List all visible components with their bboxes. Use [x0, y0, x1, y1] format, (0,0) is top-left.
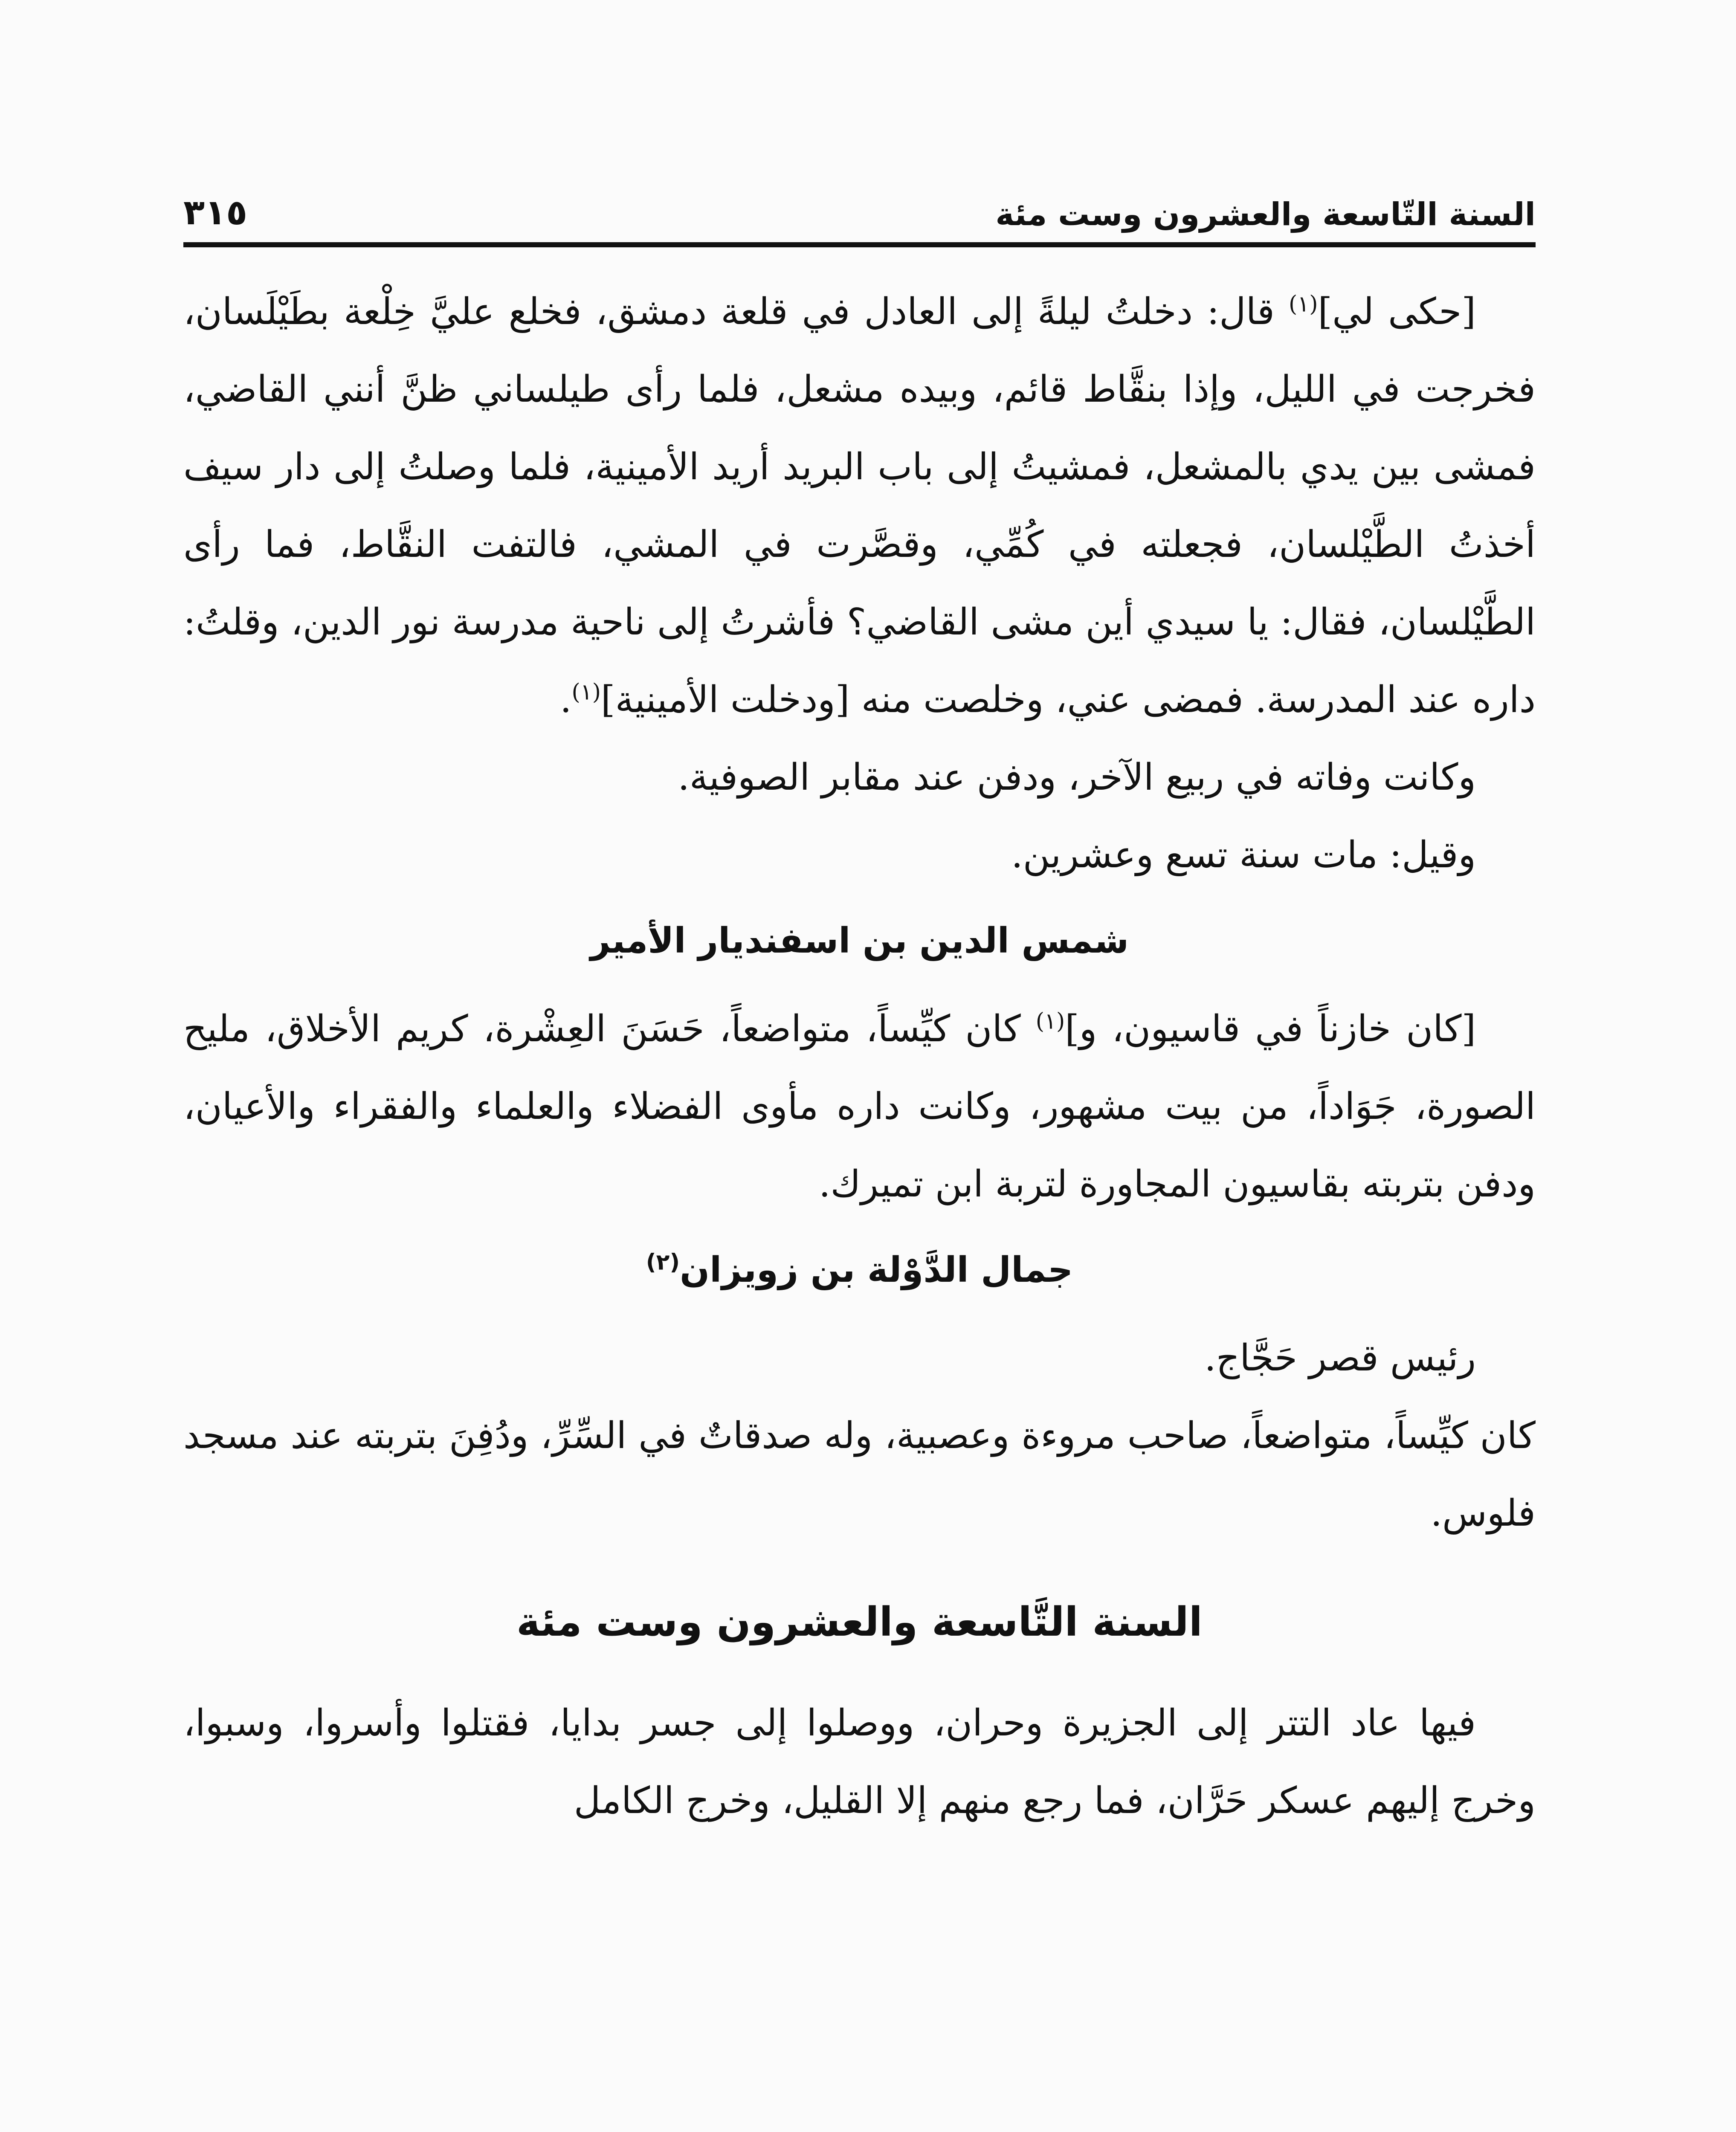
text-segment: [حكى لي] — [1318, 290, 1476, 333]
footnote-ref: (١) — [1035, 1008, 1065, 1034]
paragraph-death: وكانت وفاته في ربيع الآخر، ودفن عند مقابر الصوفية. — [678, 756, 1476, 799]
footnote-ref: (١) — [571, 679, 601, 705]
footnote-ref: (١) — [1289, 291, 1318, 317]
paragraph-events: فيها عاد التتر إلى الجزيرة وحران، ووصلوا إلى جسر بدايا، فقتلوا وأسروا، وسبوا، وخرج إليهم عسكر حَرَّان، فما رجع منهم إلا القليل، وخرج الكامل — [183, 1702, 1536, 1822]
year-heading: السنة التَّاسعة والعشرون وست مئة — [516, 1599, 1203, 1645]
paragraph-alt-death: وقيل: مات سنة تسع وعشرين. — [1011, 834, 1476, 876]
text-segment: . — [560, 678, 572, 721]
paragraph-title: رئيس قصر حَجَّاج. — [1204, 1337, 1476, 1379]
text-segment: قال: دخلتُ ليلةً إلى العادل في قلعة دمشق، فخلع عليَّ خِلْعة بطَيْلَسان، فخرجت في الليل، وإذا بنقَّاط قائم، وبيده مشعل، فلما رأى طيلساني ظنَّ أنني القاضي، فمشى بين يدي بالمشعل، فمشيتُ إلى باب البريد أريد الأمينية، فلما وصلتُ إلى دار سيف أخذتُ الطَّيْلسان، فجعلته في كُمِّي، وقصَّرت في المشي، فالتفت النقَّاط، فما رأى الطَّيْلسان، فقال: يا سيدي أين مشى القاضي؟ فأشرتُ إلى ناحية مدرسة نور الدين، وقلتُ: داره عند المدرسة. فمضى عني، وخلصت منه [ودخلت الأمينية] — [183, 290, 1536, 721]
running-title: السنة التّاسعة والعشرون وست مئة — [995, 196, 1536, 233]
header-rule — [183, 242, 1536, 247]
paragraph-biography: كان كيِّساً، متواضعاً، صاحب مروءة وعصبية، وله صدقاتٌ في السِّرِّ، ودُفِنَ بتربته عند مسجد فلوس. — [183, 1414, 1536, 1535]
biography-heading — [183, 1238, 1536, 1302]
paragraph-anecdote — [183, 273, 1536, 739]
footnote-ref: (٢) — [646, 1249, 680, 1275]
paragraph-biography — [183, 990, 1536, 1223]
text-segment: كان كيِّساً، متواضعاً، حَسَنَ العِشْرة، كريم الأخلاق، مليح الصورة، جَوَاداً، من بيت مشهور، وكانت داره مأوى الفضلاء والعلماء والفقراء والأعيان، ودفن بتربته بقاسيون المجاورة لتربة ابن تميرك. — [183, 1008, 1536, 1205]
page-number: ٣١٥ — [183, 192, 248, 233]
text-segment: [كان خازناً في قاسيون، و] — [1065, 1008, 1476, 1050]
main-text — [183, 273, 1536, 1839]
heading-text: جمال الدَّوْلة بن زويزان — [680, 1250, 1073, 1290]
biography-heading: شمس الدين بن اسفنديار الأمير — [590, 921, 1129, 961]
running-header — [183, 166, 1536, 233]
